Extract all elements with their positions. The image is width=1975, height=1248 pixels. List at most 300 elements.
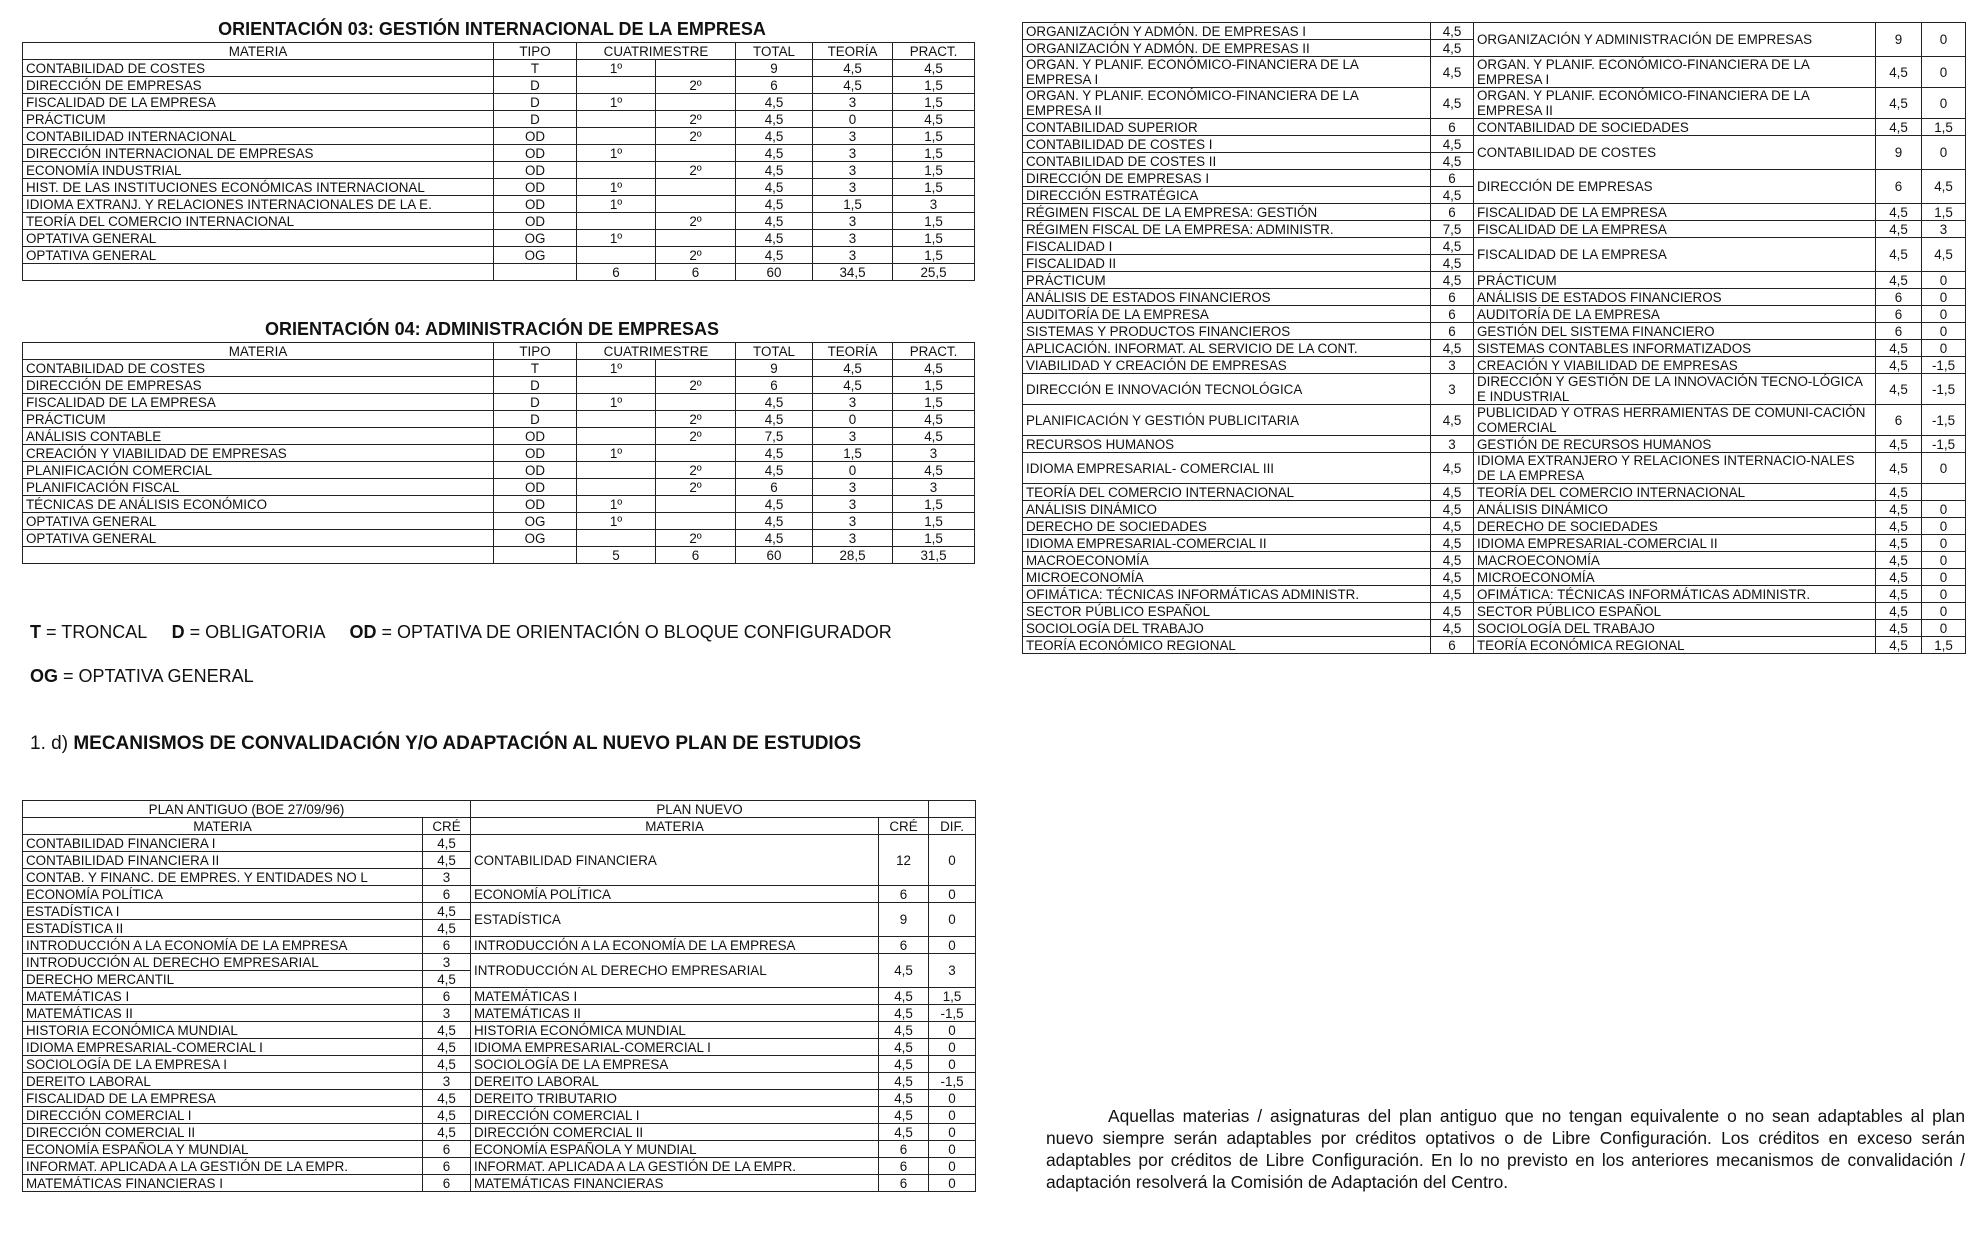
old-cre-cell: 4,5 [1431, 603, 1474, 620]
table-row [1023, 306, 1966, 323]
materia-cell: DIRECCIÓN DE EMPRESAS [23, 377, 494, 394]
table-row [23, 77, 975, 94]
adaptation-note: Aquellas materias / asignaturas del plan antiguo que no tengan equivalente o no sean adaptables al plan nuevo siempre serán adaptables por créditos optativos o de Libre Configuración. Los créditos en exceso serán adaptables por créditos de Libre Configuración. En lo no previsto en los anteriores mecanismos de convalidación / adaptación resolverá la Comisión de Adaptación del Centro. [1046, 1106, 1965, 1192]
table-row [23, 145, 975, 162]
col-materia: MATERIA [23, 343, 494, 360]
new-cre-cell: 4,5 [1876, 204, 1922, 221]
pract-cell: 1,5 [893, 377, 975, 394]
materia-cell: TEORÍA DEL COMERCIO INTERNACIONAL [23, 213, 494, 230]
new-materia-cell: GESTIÓN DEL SISTEMA FINANCIERO [1474, 323, 1876, 340]
pract-cell: 1,5 [893, 94, 975, 111]
dif-cell: 0 [1922, 603, 1966, 620]
new-cre-cell: 9 [1876, 23, 1922, 57]
old-cre-cell: 4,5 [1431, 187, 1474, 204]
old-materia-cell: FISCALIDAD II [1023, 255, 1431, 272]
cuatri2-cell: 2º [656, 213, 736, 230]
old-materia-cell: MACROECONOMÍA [1023, 552, 1431, 569]
new-cre-cell: 4,5 [1876, 535, 1922, 552]
dif-cell: 0 [1922, 23, 1966, 57]
old-materia-cell: CONTABILIDAD DE COSTES II [1023, 153, 1431, 170]
old-cre-cell: 4,5 [423, 1022, 471, 1039]
old-cre-cell: 4,5 [1431, 153, 1474, 170]
pract-cell: 4,5 [893, 360, 975, 377]
table-row [1023, 238, 1966, 255]
cuatri1-cell [577, 77, 656, 94]
materia-cell: PRÁCTICUM [23, 111, 494, 128]
tipo-cell: OD [494, 128, 577, 145]
new-cre-cell: 4,5 [879, 1022, 929, 1039]
new-materia-cell: FISCALIDAD DE LA EMPRESA [1474, 238, 1876, 272]
materia-cell: CREACIÓN Y VIABILIDAD DE EMPRESAS [23, 445, 494, 462]
cuatri1-cell: 1º [577, 513, 656, 530]
old-cre-cell: 4,5 [1431, 272, 1474, 289]
old-cre-cell: 3 [423, 954, 471, 971]
tipo-cell: D [494, 111, 577, 128]
orient04-rows [23, 360, 975, 564]
new-cre-cell: 4,5 [1876, 436, 1922, 453]
materia-cell: ECONOMÍA INDUSTRIAL [23, 162, 494, 179]
total-cell: 4,5 [736, 530, 813, 547]
table-row [23, 513, 975, 530]
new-cre-cell: 6 [879, 1158, 929, 1175]
materia-cell: ANÁLISIS CONTABLE [23, 428, 494, 445]
cuatri2-cell: 2º [656, 128, 736, 145]
pract-cell: 3 [893, 445, 975, 462]
table-row [1023, 289, 1966, 306]
cuatri2-cell [656, 94, 736, 111]
materia-cell: IDIOMA EXTRANJ. Y RELACIONES INTERNACIONALES DE LA E. [23, 196, 494, 213]
orient04-title: ORIENTACIÓN 04: ADMINISTRACIÓN DE EMPRESAS [264, 319, 720, 339]
materia-cell: OPTATIVA GENERAL [23, 247, 494, 264]
old-materia-cell: ORGAN. Y PLANIF. ECONÓMICO-FINANCIERA DE LA EMPRESA I [1023, 57, 1431, 88]
totals-blank [494, 547, 577, 564]
legend-t-text: = TRONCAL [46, 622, 147, 642]
dif-cell: 0 [1922, 501, 1966, 518]
table-row [23, 213, 975, 230]
old-materia-cell: ESTADÍSTICA II [23, 920, 423, 937]
new-cre-cell: 6 [1876, 289, 1922, 306]
tipo-cell: OD [494, 462, 577, 479]
new-cre-cell: 6 [879, 886, 929, 903]
dif-cell: -1,5 [1922, 357, 1966, 374]
new-cre-cell: 4,5 [1876, 272, 1922, 289]
dif-cell [1922, 484, 1966, 501]
teoria-cell: 3 [813, 94, 893, 111]
cuatri2-cell [656, 145, 736, 162]
old-materia-cell: ANÁLISIS DINÁMICO [1023, 501, 1431, 518]
cuatri1-cell: 1º [577, 196, 656, 213]
new-materia-cell: ANÁLISIS DINÁMICO [1474, 501, 1876, 518]
cuatri2-cell [656, 394, 736, 411]
cuatri1-cell [577, 128, 656, 145]
dif-cell: 1,5 [1922, 204, 1966, 221]
cuatri2-cell: 2º [656, 111, 736, 128]
cuatri1-cell: 1º [577, 360, 656, 377]
total-teoria: 34,5 [813, 264, 893, 281]
dif-cell: 0 [929, 1090, 976, 1107]
old-materia-cell: IDIOMA EMPRESARIAL-COMERCIAL I [23, 1039, 423, 1056]
old-materia-cell: INTRODUCCIÓN AL DERECHO EMPRESARIAL [23, 954, 423, 971]
table-row [23, 1056, 976, 1073]
tipo-cell: OD [494, 213, 577, 230]
new-materia-cell: DIRECCIÓN DE EMPRESAS [1474, 170, 1876, 204]
new-cre-cell: 4,5 [1876, 603, 1922, 620]
dif-cell: 0 [1922, 518, 1966, 535]
pract-cell: 1,5 [893, 513, 975, 530]
old-cre-cell: 3 [423, 869, 471, 886]
new-cre-cell: 6 [879, 1175, 929, 1192]
dif-cell: 0 [1922, 535, 1966, 552]
total-cell: 9 [736, 360, 813, 377]
dif-cell: 0 [929, 1107, 976, 1124]
new-materia-cell: INTRODUCCIÓN AL DERECHO EMPRESARIAL [471, 954, 879, 988]
new-materia-cell: CONTABILIDAD DE SOCIEDADES [1474, 119, 1876, 136]
old-materia-cell: DIRECCIÓN ESTRATÉGICA [1023, 187, 1431, 204]
table-row [23, 1141, 976, 1158]
legend-od-text: = OPTATIVA DE ORIENTACIÓN O BLOQUE CONFIGURADOR [381, 622, 892, 642]
table-row [1023, 57, 1966, 88]
new-materia-cell: DEREITO LABORAL [471, 1073, 879, 1090]
pract-cell: 1,5 [893, 162, 975, 179]
teoria-cell: 4,5 [813, 77, 893, 94]
dif-cell: 0 [929, 1141, 976, 1158]
orient03-title: ORIENTACIÓN 03: GESTIÓN INTERNACIONAL DE LA EMPRESA [218, 19, 766, 39]
old-cre-cell: 4,5 [1431, 23, 1474, 40]
old-materia-cell: CONTABILIDAD FINANCIERA II [23, 852, 423, 869]
cuatri1-cell: 1º [577, 60, 656, 77]
orient03-table [22, 42, 975, 281]
old-cre-cell: 4,5 [1431, 586, 1474, 603]
old-materia-cell: IDIOMA EMPRESARIAL-COMERCIAL II [1023, 535, 1431, 552]
dif-cell: 0 [1922, 289, 1966, 306]
teoria-cell: 3 [813, 162, 893, 179]
old-materia-cell: FISCALIDAD DE LA EMPRESA [23, 1090, 423, 1107]
new-cre-cell: 6 [1876, 405, 1922, 436]
table-row [23, 479, 975, 496]
old-materia-cell: SECTOR PÚBLICO ESPAÑOL [1023, 603, 1431, 620]
dif-cell: 0 [1922, 272, 1966, 289]
section-heading [30, 733, 861, 755]
old-materia-cell: ESTADÍSTICA I [23, 903, 423, 920]
teoria-cell: 3 [813, 513, 893, 530]
old-materia-cell: SOCIOLOGÍA DEL TRABAJO [1023, 620, 1431, 637]
new-cre-cell: 4,5 [879, 1107, 929, 1124]
new-materia-cell: FISCALIDAD DE LA EMPRESA [1474, 221, 1876, 238]
new-cre-cell: 4,5 [879, 1005, 929, 1022]
section-number: 1. d) [30, 733, 69, 754]
old-cre-cell: 4,5 [423, 1090, 471, 1107]
dif-cell: 0 [929, 886, 976, 903]
cuatri1-cell [577, 247, 656, 264]
new-materia-cell: TEORÍA DEL COMERCIO INTERNACIONAL [1474, 484, 1876, 501]
teoria-cell: 3 [813, 179, 893, 196]
table-row [1023, 484, 1966, 501]
cuatri2-cell [656, 445, 736, 462]
new-materia-cell: INFORMAT. APLICADA A LA GESTIÓN DE LA EMPR. [471, 1158, 879, 1175]
table-row [23, 1073, 976, 1090]
pract-cell: 1,5 [893, 496, 975, 513]
old-materia-cell: FISCALIDAD I [1023, 238, 1431, 255]
pract-cell: 4,5 [893, 411, 975, 428]
teoria-cell: 3 [813, 428, 893, 445]
legend-line-2 [30, 666, 254, 687]
cuatri2-cell [656, 230, 736, 247]
dif-cell: 0 [929, 835, 976, 886]
old-materia-cell: DIRECCIÓN DE EMPRESAS I [1023, 170, 1431, 187]
old-materia-cell: MICROECONOMÍA [1023, 569, 1431, 586]
new-materia-cell: IDIOMA EXTRANJERO Y RELACIONES INTERNACIO-NALES DE LA EMPRESA [1474, 453, 1876, 484]
new-cre-cell: 4,5 [879, 1090, 929, 1107]
tipo-cell: OD [494, 445, 577, 462]
col-tipo: TIPO [494, 43, 577, 60]
cuatri1-cell [577, 213, 656, 230]
dif-cell: 0 [929, 1124, 976, 1141]
teoria-cell: 3 [813, 247, 893, 264]
new-materia-cell: SECTOR PÚBLICO ESPAÑOL [1474, 603, 1876, 620]
total-pract: 31,5 [893, 547, 975, 564]
dif-cell: 0 [929, 1158, 976, 1175]
old-cre-cell: 6 [423, 1175, 471, 1192]
old-materia-cell: RECURSOS HUMANOS [1023, 436, 1431, 453]
tipo-cell: D [494, 94, 577, 111]
pract-cell: 4,5 [893, 462, 975, 479]
old-cre-cell: 6 [423, 988, 471, 1005]
old-materia-cell: DERECHO DE SOCIEDADES [1023, 518, 1431, 535]
table-row [23, 360, 975, 377]
legend-og-key: OG [30, 666, 59, 686]
old-materia-cell: INFORMAT. APLICADA A LA GESTIÓN DE LA EMPR. [23, 1158, 423, 1175]
dif-cell: 0 [1922, 136, 1966, 170]
cuatri1-cell: 1º [577, 145, 656, 162]
new-cre-cell: 4,5 [1876, 586, 1922, 603]
old-cre-cell: 4,5 [1431, 255, 1474, 272]
old-materia-cell: TEORÍA DEL COMERCIO INTERNACIONAL [1023, 484, 1431, 501]
tipo-cell: OG [494, 247, 577, 264]
new-cre-cell: 4,5 [1876, 57, 1922, 88]
old-plan-header: PLAN ANTIGUO (BOE 27/09/96) [23, 801, 471, 818]
table-row [1023, 357, 1966, 374]
tipo-cell: OG [494, 513, 577, 530]
table-row [1023, 340, 1966, 357]
table-row [23, 111, 975, 128]
total-cell: 9 [736, 60, 813, 77]
cuatri2-cell: 2º [656, 530, 736, 547]
new-cre-cell: 4,5 [879, 988, 929, 1005]
legend-line-1 [30, 622, 892, 643]
table-row [23, 162, 975, 179]
table-row [23, 445, 975, 462]
new-materia-cell: ORGAN. Y PLANIF. ECONÓMICO-FINANCIERA DE LA EMPRESA II [1474, 88, 1876, 119]
old-materia-cell: CONTAB. Y FINANC. DE EMPRES. Y ENTIDADES NO L [23, 869, 423, 886]
new-materia-cell: DIRECCIÓN COMERCIAL I [471, 1107, 879, 1124]
old-cre-cell: 3 [1431, 374, 1474, 405]
cuatri1-cell [577, 428, 656, 445]
dif-cell: 0 [1922, 57, 1966, 88]
old-materia-cell: DIRECCIÓN E INNOVACIÓN TECNOLÓGICA [1023, 374, 1431, 405]
tipo-cell: T [494, 360, 577, 377]
table-row [23, 394, 975, 411]
table-row [23, 886, 976, 903]
pract-cell: 1,5 [893, 213, 975, 230]
total-cell: 4,5 [736, 111, 813, 128]
pract-cell: 1,5 [893, 77, 975, 94]
col-total: TOTAL [736, 43, 813, 60]
old-materia-cell: ORGANIZACIÓN Y ADMÓN. DE EMPRESAS II [1023, 40, 1431, 57]
old-cre-cell: 4,5 [423, 903, 471, 920]
old-materia-cell: DERECHO MERCANTIL [23, 971, 423, 988]
materia-cell: CONTABILIDAD DE COSTES [23, 60, 494, 77]
pract-cell: 1,5 [893, 145, 975, 162]
old-cre-cell: 4,5 [423, 1039, 471, 1056]
total-pract: 25,5 [893, 264, 975, 281]
total-cell: 4,5 [736, 94, 813, 111]
new-materia-cell: AUDITORÍA DE LA EMPRESA [1474, 306, 1876, 323]
materia-cell: PLANIFICACIÓN FISCAL [23, 479, 494, 496]
conv-table-left [22, 800, 976, 1192]
new-cre-cell: 4,5 [1876, 374, 1922, 405]
old-cre-cell: 4,5 [423, 971, 471, 988]
table-row [23, 411, 975, 428]
conv-table-right [1022, 22, 1966, 654]
col-cuatrimestre: CUATRIMESTRE [577, 43, 736, 60]
cuatri1-cell: 1º [577, 230, 656, 247]
total-cell: 4,5 [736, 162, 813, 179]
table-row [1023, 535, 1966, 552]
tipo-cell: D [494, 394, 577, 411]
cuatri2-cell: 2º [656, 462, 736, 479]
new-materia-cell: DIRECCIÓN COMERCIAL II [471, 1124, 879, 1141]
materia-cell: OPTATIVA GENERAL [23, 513, 494, 530]
totals-blank [494, 264, 577, 281]
new-materia-cell: GESTIÓN DE RECURSOS HUMANOS [1474, 436, 1876, 453]
dif-cell: 1,5 [1922, 119, 1966, 136]
tipo-cell: OD [494, 428, 577, 445]
legend-d-text: = OBLIGATORIA [189, 622, 325, 642]
new-materia-cell: MATEMÁTICAS II [471, 1005, 879, 1022]
total-cell: 4,5 [736, 196, 813, 213]
table-row [23, 835, 976, 852]
col-materia-new: MATERIA [471, 818, 879, 835]
old-cre-cell: 6 [423, 886, 471, 903]
old-cre-cell: 4,5 [423, 920, 471, 937]
old-cre-cell: 4,5 [1431, 405, 1474, 436]
old-materia-cell: INTRODUCCIÓN A LA ECONOMÍA DE LA EMPRESA [23, 937, 423, 954]
old-cre-cell: 6 [1431, 170, 1474, 187]
old-cre-cell: 4,5 [423, 852, 471, 869]
tipo-cell: T [494, 60, 577, 77]
old-materia-cell: AUDITORÍA DE LA EMPRESA [1023, 306, 1431, 323]
total-cell: 4,5 [736, 411, 813, 428]
total-credits: 60 [736, 547, 813, 564]
new-cre-cell: 4,5 [1876, 238, 1922, 272]
old-materia-cell: MATEMÁTICAS II [23, 1005, 423, 1022]
total-cell: 4,5 [736, 513, 813, 530]
col-pract: PRACT. [893, 43, 975, 60]
new-materia-cell: CREACIÓN Y VIABILIDAD DE EMPRESAS [1474, 357, 1876, 374]
conv-right-rows [1023, 23, 1966, 654]
section-title: MECANISMOS DE CONVALIDACIÓN Y/O ADAPTACIÓN AL NUEVO PLAN DE ESTUDIOS [73, 733, 862, 754]
dif-cell: 3 [1922, 221, 1966, 238]
new-materia-cell: CONTABILIDAD FINANCIERA [471, 835, 879, 886]
teoria-cell: 4,5 [813, 377, 893, 394]
total-cuatri2: 6 [656, 547, 736, 564]
table-row [23, 377, 975, 394]
dif-cell: 0 [1922, 340, 1966, 357]
tipo-cell: OD [494, 496, 577, 513]
table-row [1023, 170, 1966, 187]
old-cre-cell: 7,5 [1431, 221, 1474, 238]
total-cell: 4,5 [736, 179, 813, 196]
new-cre-cell: 9 [1876, 136, 1922, 170]
cuatri2-cell: 2º [656, 377, 736, 394]
total-cell: 6 [736, 77, 813, 94]
dif-cell: 4,5 [1922, 238, 1966, 272]
new-materia-cell: DEREITO TRIBUTARIO [471, 1090, 879, 1107]
table-row [23, 428, 975, 445]
new-cre-cell: 4,5 [1876, 518, 1922, 535]
new-cre-cell: 4,5 [1876, 221, 1922, 238]
dif-cell: 0 [1922, 306, 1966, 323]
table-row [23, 1039, 976, 1056]
new-materia-cell: ESTADÍSTICA [471, 903, 879, 937]
old-materia-cell: HISTORIA ECONÓMICA MUNDIAL [23, 1022, 423, 1039]
cuatri2-cell: 2º [656, 247, 736, 264]
pract-cell: 1,5 [893, 247, 975, 264]
dif-cell: 1,5 [1922, 637, 1966, 654]
total-teoria: 28,5 [813, 547, 893, 564]
pract-cell: 4,5 [893, 60, 975, 77]
new-materia-cell: ORGANIZACIÓN Y ADMINISTRACIÓN DE EMPRESAS [1474, 23, 1876, 57]
table-row [23, 462, 975, 479]
totals-row [23, 264, 975, 281]
total-cell: 6 [736, 377, 813, 394]
dif-cell: 0 [1922, 620, 1966, 637]
dif-cell: 0 [929, 937, 976, 954]
old-cre-cell: 4,5 [423, 1124, 471, 1141]
pract-cell: 1,5 [893, 230, 975, 247]
old-cre-cell: 4,5 [1431, 453, 1474, 484]
old-cre-cell: 4,5 [423, 1107, 471, 1124]
table-row [23, 179, 975, 196]
total-cuatri1: 6 [577, 264, 656, 281]
cuatri2-cell [656, 496, 736, 513]
table-row [1023, 637, 1966, 654]
total-cell: 4,5 [736, 394, 813, 411]
new-cre-cell: 4,5 [1876, 453, 1922, 484]
pract-cell: 4,5 [893, 111, 975, 128]
materia-cell: CONTABILIDAD DE COSTES [23, 360, 494, 377]
new-cre-cell: 6 [879, 937, 929, 954]
old-cre-cell: 3 [1431, 357, 1474, 374]
pract-cell: 1,5 [893, 394, 975, 411]
table-row [23, 247, 975, 264]
new-cre-cell: 4,5 [879, 1039, 929, 1056]
old-materia-cell: DIRECCIÓN COMERCIAL I [23, 1107, 423, 1124]
dif-cell: 0 [1922, 323, 1966, 340]
old-cre-cell: 4,5 [1431, 569, 1474, 586]
old-cre-cell: 6 [1431, 323, 1474, 340]
old-materia-cell: DEREITO LABORAL [23, 1073, 423, 1090]
old-materia-cell: ECONOMÍA POLÍTICA [23, 886, 423, 903]
new-materia-cell: INTRODUCCIÓN A LA ECONOMÍA DE LA EMPRESA [471, 937, 879, 954]
new-cre-cell: 4,5 [879, 1056, 929, 1073]
total-cuatri1: 5 [577, 547, 656, 564]
cuatri2-cell: 2º [656, 411, 736, 428]
table-row [1023, 552, 1966, 569]
new-cre-cell: 4,5 [1876, 569, 1922, 586]
pract-cell: 1,5 [893, 179, 975, 196]
teoria-cell: 1,5 [813, 196, 893, 213]
